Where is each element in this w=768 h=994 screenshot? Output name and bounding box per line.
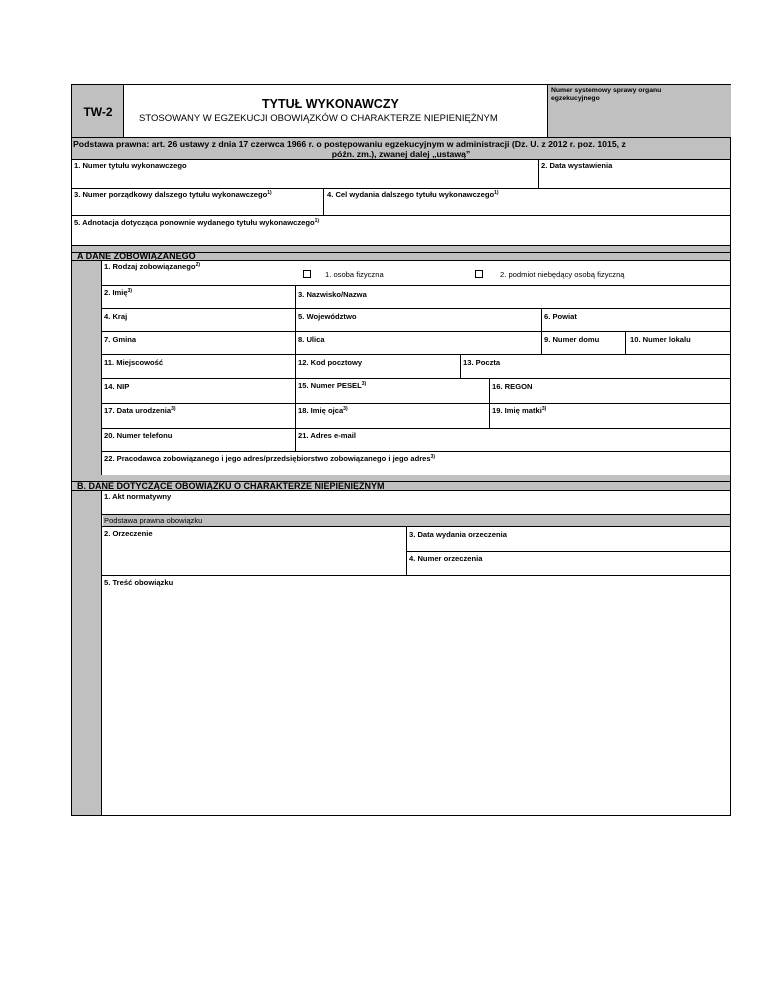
legal-basis-line1: Podstawa prawna: art. 26 ustawy z dnia 17 czerwca 1966 r. o postępowaniu egzekucyjnym w administracji (Dz. U. z 2012 r. poz. 1015, z — [73, 139, 626, 149]
field-street[interactable]: 8. Ulica — [298, 335, 325, 344]
field-decision-number[interactable]: 4. Numer orzeczenia — [409, 554, 483, 563]
section-a-title: A DANE ZOBOWIĄZANEGO — [77, 251, 196, 261]
field-postal-code[interactable]: 12. Kod pocztowy — [298, 358, 363, 367]
form-subtitle: STOSOWANY W EGZEKUCJI OBOWIĄZKÓW O CHARAKTERZE NIEPIENIĘŻNYM — [139, 113, 498, 124]
section-a-block — [71, 260, 731, 481]
form-code-cell — [72, 85, 124, 137]
option-natural-person: 1. osoba fizyczna — [325, 270, 384, 279]
field-commune[interactable]: 7. Gmina — [104, 335, 137, 344]
field-normative-act[interactable]: 1. Akt normatywny — [104, 492, 172, 501]
field-post-office[interactable]: 13. Poczta — [463, 358, 501, 367]
field-house-number[interactable]: 9. Numer domu — [544, 335, 600, 344]
form-code: TW-2 — [83, 105, 113, 119]
field-further-title-number[interactable]: 3. Numer porządkowy dalszego tytułu wykonawczego$^{1)}$ — [74, 190, 272, 199]
field-phone[interactable]: 20. Numer telefonu — [104, 431, 173, 440]
field-country[interactable]: 4. Kraj — [104, 312, 128, 321]
field-title-number[interactable]: 1. Numer tytułu wykonawczego — [74, 161, 187, 170]
field-obligor-type: 1. Rodzaj zobowiązanego$^{2)}$ — [104, 262, 201, 271]
field-birth-date[interactable]: 17. Data urodzenia$^{3)}$ — [104, 406, 176, 415]
field-reissue-annotation[interactable]: 5. Adnotacja dotycząca ponownie wydanego tytułu wykonawczego$^{1)}$ — [74, 218, 320, 227]
field-decision[interactable]: 2. Orzeczenie — [104, 529, 153, 538]
top-fields-block — [71, 159, 731, 246]
field-nip[interactable]: 14. NIP — [104, 382, 130, 391]
header-block — [71, 84, 731, 138]
field-county[interactable]: 6. Powiat — [544, 312, 577, 321]
field-employer[interactable]: 22. Pracodawca zobowiązanego i jego adres/przedsiębiorstwo zobowiązanego i jego adres$^{3)}$ — [104, 454, 436, 463]
field-obligation-content[interactable]: 5. Treść obowiązku — [104, 578, 174, 587]
checkbox-natural-person[interactable] — [303, 270, 311, 278]
section-a-sidebar — [72, 261, 102, 480]
form-title: TYTUŁ WYKONAWCZY — [262, 97, 399, 111]
field-regon[interactable]: 16. REGON — [492, 382, 533, 391]
checkbox-legal-entity[interactable] — [475, 270, 483, 278]
field-first-name[interactable]: 2. Imię$^{3)}$ — [104, 288, 133, 297]
section-b-sidebar — [72, 491, 102, 815]
field-apartment-number[interactable]: 10. Numer lokalu — [630, 335, 691, 344]
field-issue-date[interactable]: 2. Data wystawienia — [541, 161, 613, 170]
field-further-title-purpose[interactable]: 4. Cel wydania dalszego tytułu wykonawczego$^{1)}$ — [327, 190, 499, 199]
field-decision-date[interactable]: 3. Data wydania orzeczenia — [409, 530, 507, 539]
field-pesel[interactable]: 15. Numer PESEL$^{3)}$ — [298, 381, 367, 390]
field-city[interactable]: 11. Miejscowość — [104, 358, 164, 367]
option-legal-entity: 2. podmiot niebędący osobą fizyczną — [500, 270, 625, 279]
section-b-block — [71, 490, 731, 816]
field-voivodeship[interactable]: 5. Województwo — [298, 312, 357, 321]
field-mother-name[interactable]: 19. Imię matki$^{3)}$ — [492, 406, 547, 415]
field-email[interactable]: 21. Adres e-mail — [298, 431, 356, 440]
field-father-name[interactable]: 18. Imię ojca$^{3)}$ — [298, 406, 348, 415]
system-number-label: Numer systemowy sprawy organu egzekucyjnego — [551, 87, 662, 102]
field-surname[interactable]: 3. Nazwisko/Nazwa — [298, 290, 367, 299]
legal-basis-block — [71, 137, 731, 160]
legal-basis-line2: późn. zm.), zwanej dalej „ustawą” — [331, 149, 471, 159]
label-legal-basis-obligation: Podstawa prawna obowiązku — [104, 516, 203, 525]
system-number-cell[interactable] — [547, 85, 731, 137]
section-b-title: B. DANE DOTYCZĄCE OBOWIĄZKU O CHARAKTERZE NIEPIENIĘŻNYM — [77, 481, 385, 491]
